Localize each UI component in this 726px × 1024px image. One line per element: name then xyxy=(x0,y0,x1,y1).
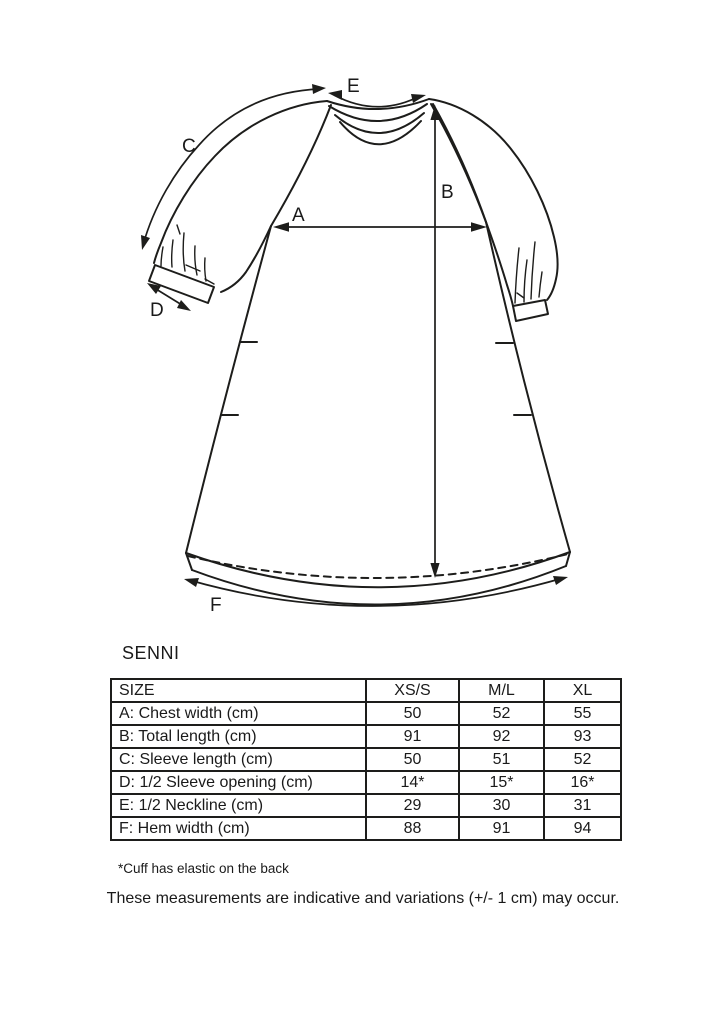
cell-value: 88 xyxy=(366,817,459,840)
row-label: D: 1/2 Sleeve opening (cm) xyxy=(111,771,366,794)
diagram-label-d: D xyxy=(150,300,164,321)
measure-arrow-b xyxy=(430,105,439,578)
diagram-label-f: F xyxy=(210,595,222,616)
cell-value: 92 xyxy=(459,725,544,748)
cell-value: 50 xyxy=(366,748,459,771)
cell-value: 91 xyxy=(366,725,459,748)
cell-value: 52 xyxy=(544,748,621,771)
size-table-header-m-l: M/L xyxy=(459,679,544,702)
cuff-footnote: *Cuff has elastic on the back xyxy=(118,861,289,876)
cell-value: 15* xyxy=(459,771,544,794)
diagram-label-e: E xyxy=(347,76,360,97)
measure-arrow-a xyxy=(273,222,487,231)
table-row xyxy=(111,748,621,771)
table-row xyxy=(111,817,621,840)
cell-value: 91 xyxy=(459,817,544,840)
cell-value: 52 xyxy=(459,702,544,725)
diagram-label-b: B xyxy=(441,182,454,203)
size-table-header-row xyxy=(111,679,621,702)
row-label: C: Sleeve length (cm) xyxy=(111,748,366,771)
table-row xyxy=(111,794,621,817)
cell-value: 29 xyxy=(366,794,459,817)
diagram-label-a: A xyxy=(292,205,305,226)
row-label: A: Chest width (cm) xyxy=(111,702,366,725)
diagram-label-c: C xyxy=(182,136,196,157)
cell-value: 94 xyxy=(544,817,621,840)
cell-value: 93 xyxy=(544,725,621,748)
cell-value: 51 xyxy=(459,748,544,771)
cuff-gather-lines xyxy=(161,225,542,303)
table-row xyxy=(111,725,621,748)
cell-value: 16* xyxy=(544,771,621,794)
size-table-header-xl: XL xyxy=(544,679,621,702)
dress-outline xyxy=(149,99,570,605)
row-label: F: Hem width (cm) xyxy=(111,817,366,840)
measure-arrow-f xyxy=(184,576,568,606)
cell-value: 30 xyxy=(459,794,544,817)
table-row xyxy=(111,771,621,794)
size-table xyxy=(110,678,622,841)
row-label: B: Total length (cm) xyxy=(111,725,366,748)
cell-value: 55 xyxy=(544,702,621,725)
measurement-disclaimer: These measurements are indicative and variations (+/- 1 cm) may occur. xyxy=(106,890,620,907)
cell-value: 50 xyxy=(366,702,459,725)
cell-value: 31 xyxy=(544,794,621,817)
size-table-header-size: SIZE xyxy=(111,679,366,702)
cell-value: 14* xyxy=(366,771,459,794)
size-table-header-xs-s: XS/S xyxy=(366,679,459,702)
product-name: SENNI xyxy=(122,643,180,663)
table-row xyxy=(111,702,621,725)
row-label: E: 1/2 Neckline (cm) xyxy=(111,794,366,817)
